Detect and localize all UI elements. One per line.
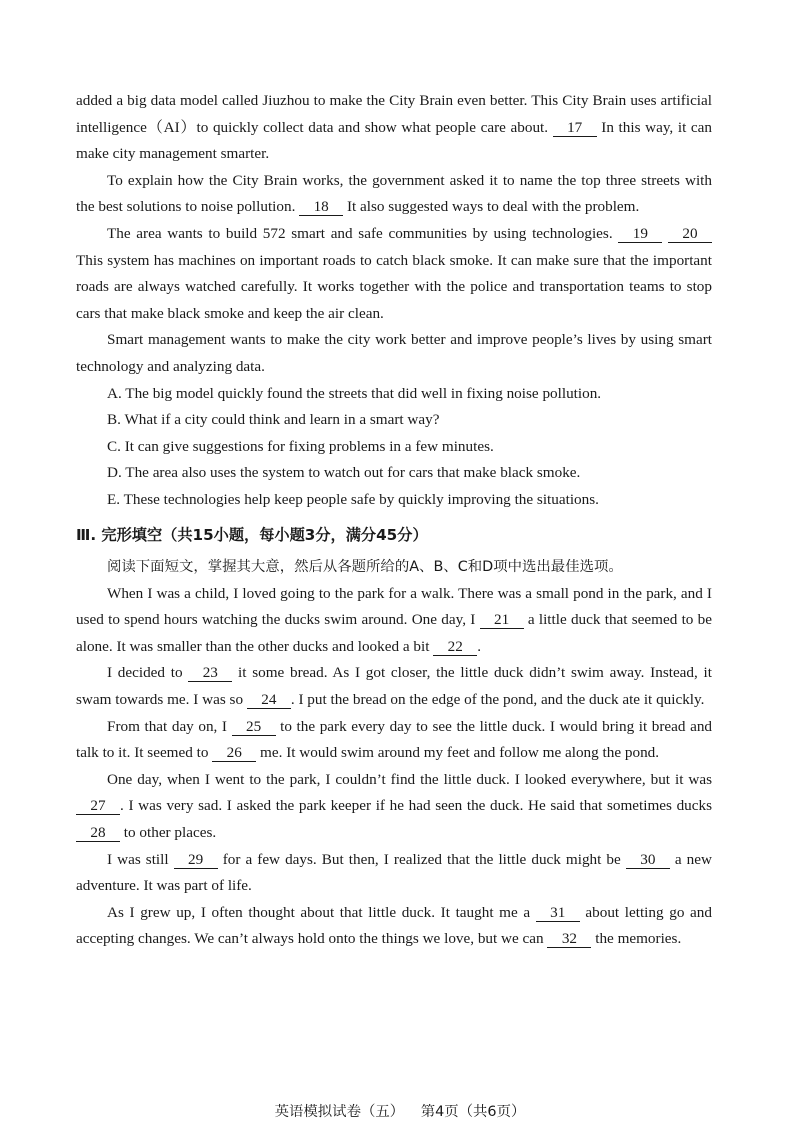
options-list [76,381,712,514]
passage-paragraph-3 [76,221,712,327]
section-instruction: 阅读下面短文，掌握其大意，然后从各题所给的A、B、C和D项中选出最佳选项。 [107,559,623,576]
section-title: Ⅲ. 完形填空（共15小题，每小题3分，满分45分） [76,525,428,544]
answer-blank[interactable]: 25 [232,718,276,736]
passage-paragraph-4: Smart management wants to make the city work better and improve people’s lives by using smart technology and analyzing data. [76,331,712,375]
exam-title: 英语模拟试卷（五） [274,1104,405,1120]
answer-blank[interactable]: 28 [76,824,120,842]
answer-blank[interactable]: 32 [547,930,591,948]
answer-blank[interactable]: 19 [618,225,662,243]
answer-blank[interactable]: 17 [553,119,597,137]
passage-text: The area wants to build 572 smart and safe communities by using technologies. [107,224,619,242]
answer-blank[interactable]: 27 [76,797,120,815]
option-e: E. These technologies help keep people safe by quickly improving the situations. [107,490,599,508]
passage-paragraph-2 [76,168,712,221]
cloze-paragraph-2: I decided to 23 it some bread. As I got closer, the little duck didn’t swim away. Instead, it swam towards me. I was so 24 . I put the bread on the edge of the pond, and the duck ate it quickly. [76,664,712,709]
page-number: 第4页（共6页） [420,1104,526,1120]
cloze-paragraph-6: As I grew up, I often thought about that little duck. It taught me a 31 about letting go and accepting changes. We can’t always hold onto the things we love, but we can 32 the memories. [76,903,712,948]
answer-blank[interactable]: 30 [626,851,670,869]
answer-blank[interactable]: 20 [668,225,712,243]
passage-paragraph-1 [76,88,712,168]
answer-blank[interactable]: 22 [433,638,477,656]
cloze-paragraph-4: One day, when I went to the park, I couldn’t find the little duck. I looked everywhere, but it was 27 . I was very sad. I asked the park keeper if he had seen the duck. He said that sometimes ducks 28 to other places. [76,767,712,847]
option-b: B. What if a city could think and learn in a smart way? [107,411,440,429]
option-a: A. The big model quickly found the streets that did well in fixing noise pollution. [107,384,602,402]
cloze-paragraph-1: When I was a child, I loved going to the park for a walk. There was a small pond in the park, and I used to spend hours watching the ducks swim around. One day, I 21 a little duck that seemed to be alone. It was smaller than the other ducks and looked a bit 22 . [76,584,712,655]
option-c: C. It can give suggestions for fixing problems in a few minutes. [107,437,494,455]
passage-text: added a big data model called Jiuzhou to make the City Brain even better. This City Brain uses artificial intelligence（AI）to quickly collect data and show what people care about. [76,92,712,136]
option-d: D. The area also uses the system to watch out for cars that make black smoke. [107,464,581,482]
passage-text: This system has machines on important roads to catch black smoke. It can make sure that the important roads are always watched carefully. It works together with the police and transportation teams to stop cars that make black smoke and keep the air clean. [76,251,712,322]
answer-blank[interactable]: 29 [174,851,218,869]
answer-blank[interactable]: 21 [480,611,524,629]
cloze-paragraph-5: I was still 29 for a few days. But then, I realized that the little duck might be 30 a new adventure. It was part of life. [76,850,712,895]
cloze-paragraph-3: From that day on, I 25 to the park every day to see the little duck. I would bring it bread and talk to it. It seemed to 26 me. It would swim around my feet and follow me along the pond. [76,717,713,762]
passage-text: To explain how the City Brain works, the government asked it to name the top three streets with the best solutions to noise pollution. [76,171,712,216]
exam-page [76,88,712,953]
answer-blank[interactable]: 18 [299,198,343,216]
answer-blank[interactable]: 24 [247,691,291,709]
page-footer [0,1100,800,1121]
passage-text: It also suggested ways to deal with the problem. [343,198,640,216]
answer-blank[interactable]: 26 [212,744,256,762]
passage-text: In this way, it can make city management smarter. [76,118,712,163]
answer-blank[interactable]: 23 [188,664,232,682]
answer-blank[interactable]: 31 [536,904,580,922]
